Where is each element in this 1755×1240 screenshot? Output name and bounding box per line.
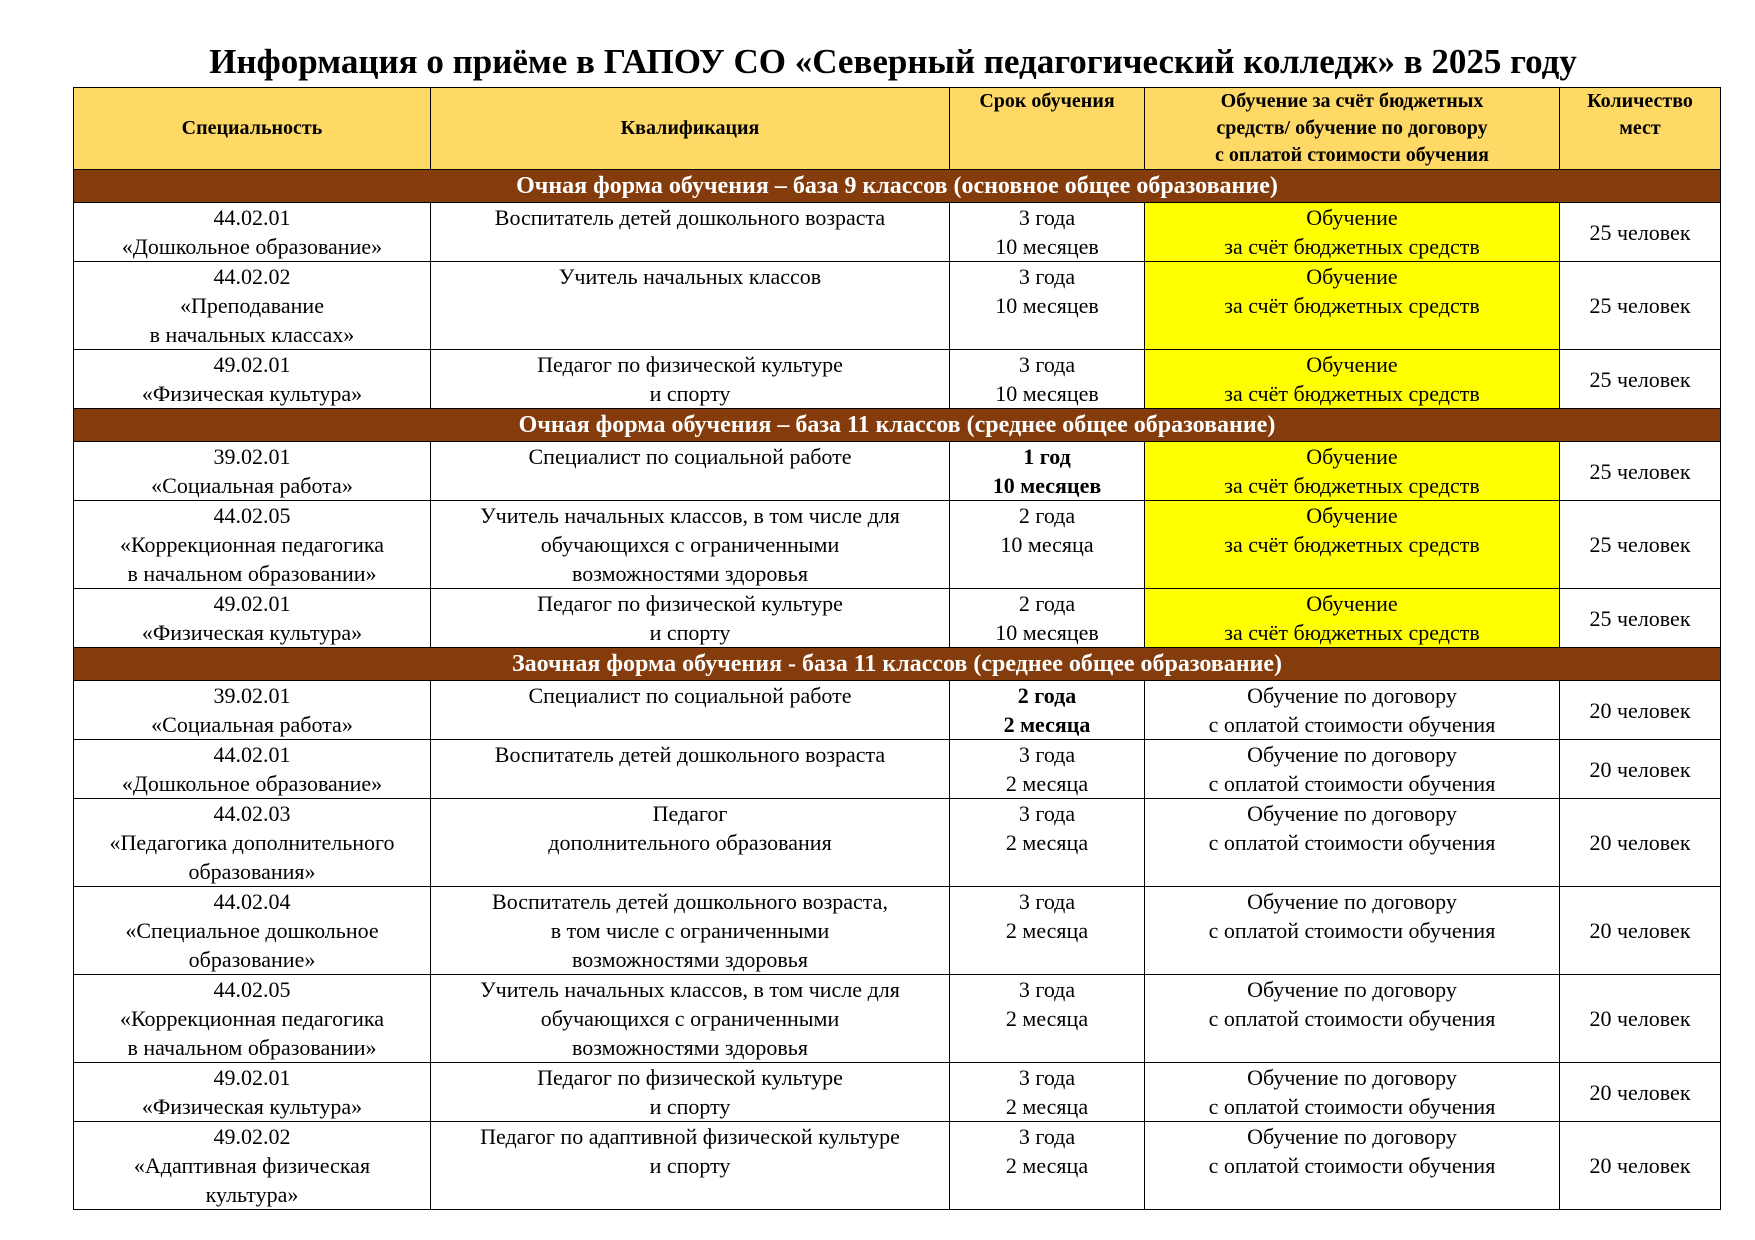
- specialty-cell-line: 44.02.03: [213, 801, 291, 826]
- specialty-cell-line: «Социальная работа»: [151, 473, 353, 498]
- specialty-cell-line: «Дошкольное образование»: [121, 771, 383, 796]
- duration-cell: [950, 589, 1145, 648]
- duration-cell-line: 10 месяцев: [995, 293, 1099, 318]
- funding-cell-line: Обучение по договору: [1247, 1124, 1457, 1149]
- specialty-cell-line: «Физическая культура»: [141, 1094, 363, 1119]
- table-row: [74, 203, 1721, 262]
- duration-cell: [950, 1063, 1145, 1122]
- funding-cell: [1145, 203, 1560, 262]
- qualification-cell-line: Учитель начальных классов, в том числе для: [480, 977, 900, 1002]
- qualification-cell-line: в том числе с ограниченными: [550, 918, 830, 943]
- specialty-cell-line: 44.02.05: [213, 503, 291, 528]
- specialty-cell-line: «Специальное дошкольное: [125, 918, 379, 943]
- places-cell: 25 человек: [1560, 203, 1721, 262]
- header-funding-line: с оплатой стоимости обучения: [1215, 144, 1489, 166]
- header-specialty: Специальность: [74, 88, 431, 170]
- header-places-line: мест: [1619, 117, 1661, 139]
- specialty-cell: [74, 203, 431, 262]
- duration-cell-line: 3 года: [1018, 1065, 1076, 1090]
- duration-cell-line: 2 месяца: [1005, 830, 1089, 855]
- specialty-cell-line: в начальном образовании»: [127, 1035, 377, 1060]
- duration-cell-line: 3 года: [1018, 801, 1076, 826]
- funding-cell: [1145, 975, 1560, 1063]
- section-header-row: [74, 170, 1721, 203]
- funding-cell-line: за счёт бюджетных средств: [1224, 532, 1480, 557]
- funding-cell-line: с оплатой стоимости обучения: [1208, 712, 1496, 737]
- places-cell: 20 человек: [1560, 681, 1721, 740]
- specialty-cell: [74, 740, 431, 799]
- specialty-cell: [74, 799, 431, 887]
- funding-cell-line: Обучение по договору: [1247, 889, 1457, 914]
- table-row: [74, 589, 1721, 648]
- funding-cell-line: Обучение по договору: [1247, 1065, 1457, 1090]
- table-row: [74, 681, 1721, 740]
- qualification-cell: [431, 203, 950, 262]
- specialty-cell-line: образование»: [188, 947, 316, 972]
- duration-cell-line: 3 года: [1018, 977, 1076, 1002]
- funding-cell: [1145, 740, 1560, 799]
- duration-cell-line: 2 месяца: [1005, 1094, 1089, 1119]
- funding-cell: [1145, 589, 1560, 648]
- duration-cell: [950, 442, 1145, 501]
- funding-cell-line: с оплатой стоимости обучения: [1208, 771, 1496, 796]
- table-row: [74, 442, 1721, 501]
- qualification-cell: [431, 681, 950, 740]
- qualification-cell-line: и спорту: [649, 1153, 731, 1178]
- qualification-cell-line: Учитель начальных классов, в том числе для: [480, 503, 900, 528]
- duration-cell-line: 2 месяца: [1005, 1153, 1089, 1178]
- table-body: [74, 170, 1721, 1210]
- specialty-cell-line: «Коррекционная педагогика: [119, 532, 385, 557]
- duration-cell: [950, 799, 1145, 887]
- qualification-cell-line: и спорту: [649, 381, 731, 406]
- qualification-cell-line: дополнительного образования: [548, 830, 832, 855]
- section-header-row: [74, 648, 1721, 681]
- duration-cell: [950, 262, 1145, 350]
- specialty-cell-line: образования»: [188, 859, 316, 884]
- duration-cell: [950, 1122, 1145, 1210]
- qualification-cell: [431, 262, 950, 350]
- duration-cell-line: 2 месяца: [1005, 1006, 1089, 1031]
- funding-cell: [1145, 681, 1560, 740]
- places-cell: 25 человек: [1560, 501, 1721, 589]
- duration-cell: [950, 887, 1145, 975]
- qualification-cell: [431, 1122, 950, 1210]
- duration-cell-line: 2 месяца: [1005, 771, 1089, 796]
- duration-cell-line: 2 года: [1018, 503, 1076, 528]
- duration-cell-line: 2 месяца: [1005, 918, 1089, 943]
- funding-cell-line: Обучение по договору: [1247, 742, 1457, 767]
- table-row: [74, 975, 1721, 1063]
- funding-cell-line: Обучение по договору: [1247, 683, 1457, 708]
- qualification-cell-line: Педагог по физической культуре: [537, 1065, 843, 1090]
- specialty-cell-line: «Физическая культура»: [141, 381, 363, 406]
- specialty-cell: [74, 262, 431, 350]
- specialty-cell-line: 49.02.02: [213, 1124, 291, 1149]
- specialty-cell: [74, 887, 431, 975]
- qualification-cell: [431, 975, 950, 1063]
- qualification-cell-line: Педагог по физической культуре: [537, 352, 843, 377]
- qualification-cell: [431, 501, 950, 589]
- places-cell: 20 человек: [1560, 799, 1721, 887]
- funding-cell-line: Обучение: [1306, 264, 1398, 289]
- duration-cell-line: 10 месяцев: [995, 620, 1099, 645]
- funding-cell-line: за счёт бюджетных средств: [1224, 293, 1480, 318]
- funding-cell-line: Обучение: [1306, 352, 1398, 377]
- specialty-cell-line: 44.02.01: [213, 205, 291, 230]
- specialty-cell: [74, 1122, 431, 1210]
- specialty-cell-line: 44.02.05: [213, 977, 291, 1002]
- funding-cell-line: Обучение: [1306, 444, 1398, 469]
- funding-cell-line: с оплатой стоимости обучения: [1208, 1094, 1496, 1119]
- specialty-cell: [74, 589, 431, 648]
- qualification-cell-line: возможностями здоровья: [572, 561, 808, 586]
- duration-cell-line: 3 года: [1018, 352, 1076, 377]
- funding-cell-line: за счёт бюджетных средств: [1224, 473, 1480, 498]
- funding-cell: [1145, 799, 1560, 887]
- qualification-cell: [431, 799, 950, 887]
- qualification-cell-line: Специалист по социальной работе: [528, 683, 852, 708]
- specialty-cell-line: «Коррекционная педагогика: [119, 1006, 385, 1031]
- qualification-cell-line: Воспитатель детей дошкольного возраста: [494, 742, 886, 767]
- places-cell: 25 человек: [1560, 442, 1721, 501]
- funding-cell-line: с оплатой стоимости обучения: [1208, 1153, 1496, 1178]
- qualification-cell: [431, 1063, 950, 1122]
- specialty-cell-line: «Социальная работа»: [151, 712, 353, 737]
- specialty-cell: [74, 681, 431, 740]
- funding-cell-line: за счёт бюджетных средств: [1224, 381, 1480, 406]
- funding-cell-line: за счёт бюджетных средств: [1224, 234, 1480, 259]
- specialty-cell: [74, 501, 431, 589]
- places-cell: 25 человек: [1560, 350, 1721, 409]
- duration-cell-line: 10 месяцев: [992, 473, 1102, 498]
- specialty-cell: [74, 975, 431, 1063]
- specialty-cell-line: «Физическая культура»: [141, 620, 363, 645]
- funding-cell: [1145, 442, 1560, 501]
- duration-cell-line: 3 года: [1018, 264, 1076, 289]
- duration-cell-line: 1 год: [1023, 444, 1071, 469]
- qualification-cell-line: и спорту: [649, 620, 731, 645]
- header-places: [1560, 88, 1721, 170]
- duration-cell: [950, 203, 1145, 262]
- funding-cell-line: за счёт бюджетных средств: [1224, 620, 1480, 645]
- places-cell: 20 человек: [1560, 740, 1721, 799]
- table-row: [74, 887, 1721, 975]
- admission-table: [73, 87, 1721, 1210]
- header-qualification: Квалификация: [431, 88, 950, 170]
- specialty-cell-line: в начальном образовании»: [127, 561, 377, 586]
- duration-cell: [950, 501, 1145, 589]
- qualification-cell: [431, 442, 950, 501]
- specialty-cell-line: 49.02.01: [213, 352, 291, 377]
- qualification-cell: [431, 350, 950, 409]
- places-cell: 25 человек: [1560, 262, 1721, 350]
- specialty-cell-line: 39.02.01: [213, 444, 291, 469]
- funding-cell: [1145, 887, 1560, 975]
- table-row: [74, 740, 1721, 799]
- duration-cell-line: 10 месяцев: [995, 381, 1099, 406]
- table-row: [74, 262, 1721, 350]
- specialty-cell-line: 44.02.01: [213, 742, 291, 767]
- duration-cell-line: 3 года: [1018, 205, 1076, 230]
- specialty-cell-line: 44.02.04: [213, 889, 291, 914]
- table-header-row: [74, 88, 1721, 170]
- funding-cell-line: Обучение по договору: [1247, 977, 1457, 1002]
- funding-cell: [1145, 1122, 1560, 1210]
- duration-cell: [950, 350, 1145, 409]
- funding-cell-line: Обучение: [1306, 205, 1398, 230]
- places-cell: 20 человек: [1560, 1063, 1721, 1122]
- funding-cell-line: Обучение: [1306, 591, 1398, 616]
- specialty-cell-line: 39.02.01: [213, 683, 291, 708]
- funding-cell-line: с оплатой стоимости обучения: [1208, 1006, 1496, 1031]
- funding-cell: [1145, 350, 1560, 409]
- duration-cell-line: 3 года: [1018, 889, 1076, 914]
- specialty-cell-line: «Преподавание: [180, 293, 324, 318]
- specialty-cell-line: культура»: [205, 1182, 299, 1207]
- specialty-cell-line: 49.02.01: [213, 1065, 291, 1090]
- qualification-cell-line: обучающихся с ограниченными: [540, 532, 840, 557]
- qualification-cell-line: Педагог по адаптивной физической культуре: [480, 1124, 900, 1149]
- funding-cell-line: с оплатой стоимости обучения: [1208, 830, 1496, 855]
- specialty-cell: [74, 350, 431, 409]
- duration-cell-line: 2 года: [1017, 683, 1077, 708]
- duration-cell-line: 2 года: [1018, 591, 1076, 616]
- header-funding-line: средств/ обучение по договору: [1216, 117, 1488, 139]
- duration-cell: [950, 740, 1145, 799]
- places-cell: 20 человек: [1560, 975, 1721, 1063]
- header-places-line: Количество: [1587, 90, 1693, 112]
- document-title: Информация о приёме в ГАПОУ СО «Северный педагогический колледж» в 2025 году: [209, 42, 1577, 81]
- specialty-cell: [74, 1063, 431, 1122]
- qualification-cell: [431, 887, 950, 975]
- section-title: Очная форма обучения – база 11 классов (среднее общее образование): [74, 409, 1721, 442]
- duration-cell-line: 3 года: [1018, 1124, 1076, 1149]
- funding-cell: [1145, 1063, 1560, 1122]
- qualification-cell-line: и спорту: [649, 1094, 731, 1119]
- table-row: [74, 799, 1721, 887]
- duration-cell: [950, 681, 1145, 740]
- specialty-cell-line: 44.02.02: [213, 264, 291, 289]
- duration-cell-line: 10 месяца: [1000, 532, 1094, 557]
- table-row: [74, 350, 1721, 409]
- qualification-cell: [431, 589, 950, 648]
- table-row: [74, 1063, 1721, 1122]
- qualification-cell-line: возможностями здоровья: [572, 947, 808, 972]
- table-row: [74, 1122, 1721, 1210]
- table-row: [74, 501, 1721, 589]
- qualification-cell: [431, 740, 950, 799]
- funding-cell-line: с оплатой стоимости обучения: [1208, 918, 1496, 943]
- section-title: Заочная форма обучения - база 11 классов (среднее общее образование): [74, 648, 1721, 681]
- section-title: Очная форма обучения – база 9 классов (основное общее образование): [74, 170, 1721, 203]
- qualification-cell-line: обучающихся с ограниченными: [540, 1006, 840, 1031]
- duration-cell-line: 3 года: [1018, 742, 1076, 767]
- specialty-cell-line: 49.02.01: [213, 591, 291, 616]
- qualification-cell-line: Учитель начальных классов: [558, 264, 822, 289]
- section-header-row: [74, 409, 1721, 442]
- header-funding-line: Обучение за счёт бюджетных: [1220, 90, 1484, 112]
- places-cell: 25 человек: [1560, 589, 1721, 648]
- funding-cell: [1145, 501, 1560, 589]
- duration-cell: [950, 975, 1145, 1063]
- places-cell: 20 человек: [1560, 1122, 1721, 1210]
- qualification-cell-line: возможностями здоровья: [572, 1035, 808, 1060]
- specialty-cell-line: «Адаптивная физическая: [133, 1153, 371, 1178]
- qualification-cell-line: Воспитатель детей дошкольного возраста,: [492, 889, 888, 914]
- header-duration: Срок обучения: [950, 88, 1145, 170]
- places-cell: 20 человек: [1560, 887, 1721, 975]
- header-funding: [1145, 88, 1560, 170]
- duration-cell-line: 10 месяцев: [995, 234, 1099, 259]
- qualification-cell-line: Педагог: [652, 801, 728, 826]
- specialty-cell-line: «Педагогика дополнительного: [109, 830, 395, 855]
- funding-cell-line: Обучение: [1306, 503, 1398, 528]
- specialty-cell-line: «Дошкольное образование»: [121, 234, 383, 259]
- qualification-cell-line: Педагог по физической культуре: [537, 591, 843, 616]
- qualification-cell-line: Специалист по социальной работе: [528, 444, 852, 469]
- qualification-cell-line: Воспитатель детей дошкольного возраста: [494, 205, 886, 230]
- funding-cell: [1145, 262, 1560, 350]
- specialty-cell: [74, 442, 431, 501]
- specialty-cell-line: в начальных классах»: [149, 322, 355, 347]
- funding-cell-line: Обучение по договору: [1247, 801, 1457, 826]
- duration-cell-line: 2 месяца: [1003, 712, 1091, 737]
